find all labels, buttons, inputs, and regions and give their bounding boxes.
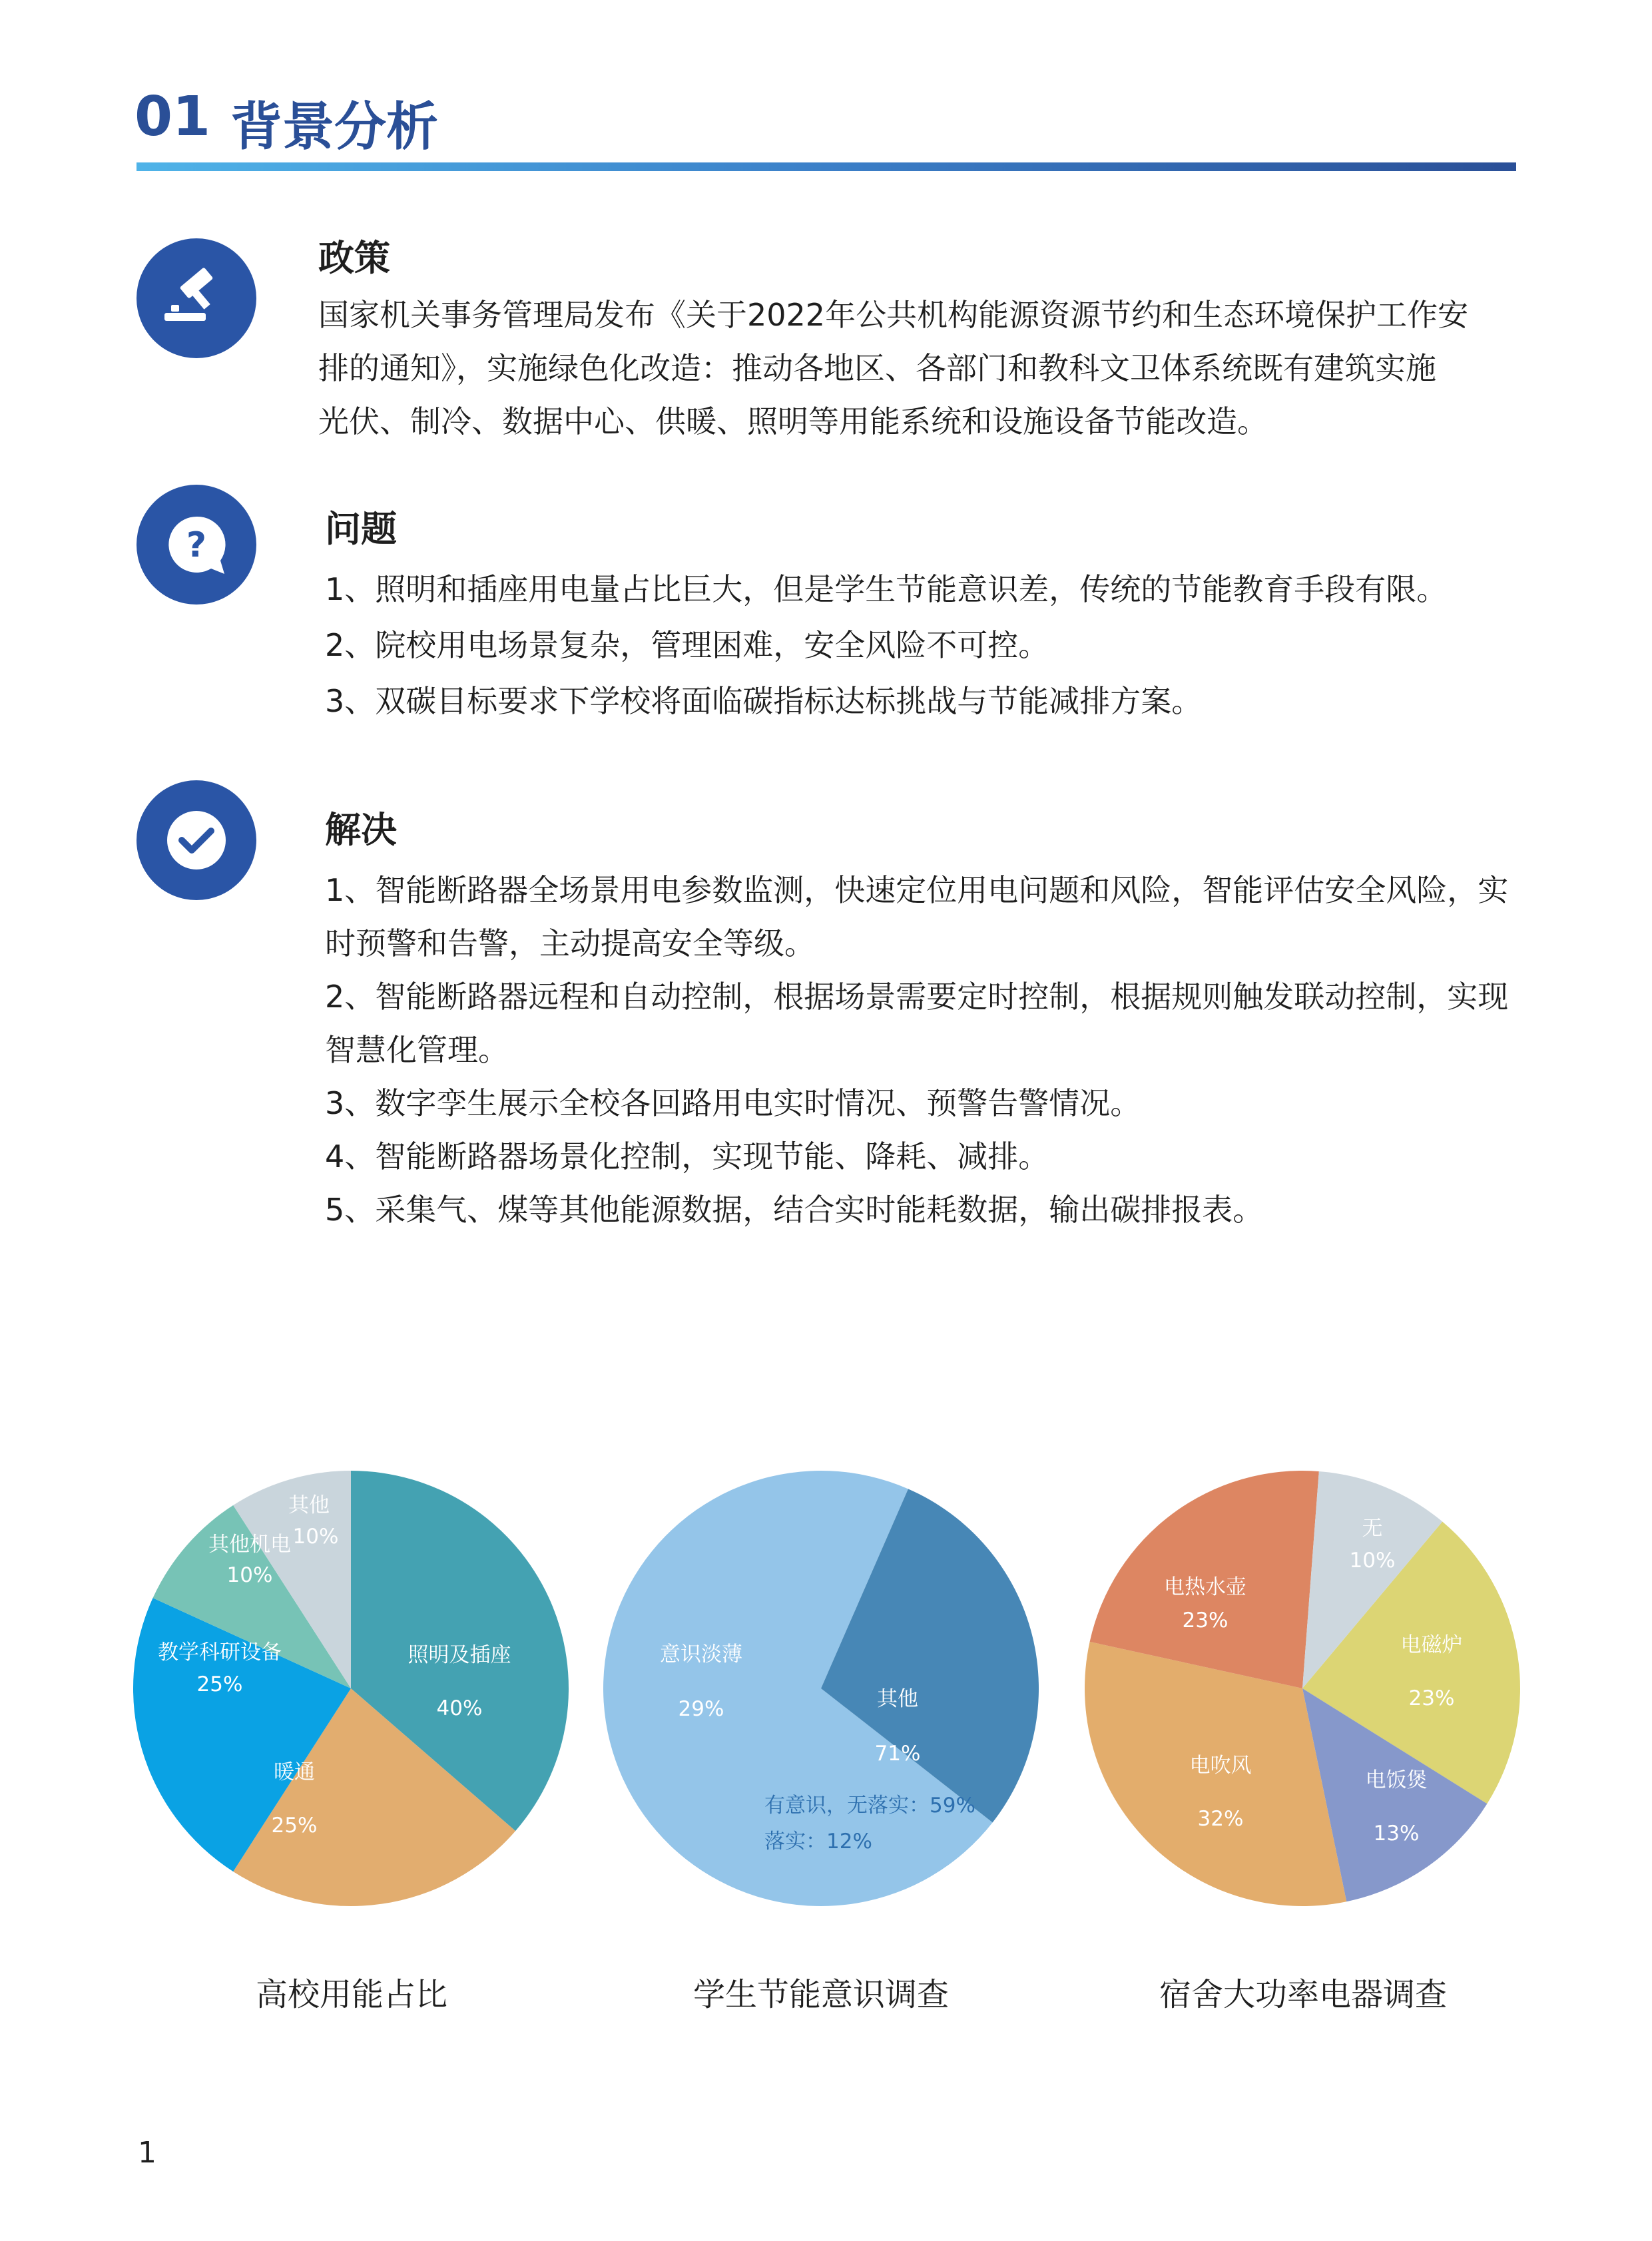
pie-slice-percent: 32% xyxy=(1197,1807,1244,1831)
pie-slice-percent: 13% xyxy=(1373,1822,1420,1846)
solution-line: 5、采集气、煤等其他能源数据，结合实时能耗数据，输出碳排报表。 xyxy=(325,1192,1264,1228)
problem-line: 2、院校用电场景复杂，管理困难，安全风险不可控。 xyxy=(325,627,1049,663)
solution-line: 时预警和告警，主动提高安全等级。 xyxy=(325,925,815,961)
pie-slice-label: 暖通 xyxy=(274,1760,315,1784)
pie-slice-percent: 71% xyxy=(874,1742,921,1766)
pie-slice-label: 电磁炉 xyxy=(1400,1633,1463,1657)
pie-slice-percent: 23% xyxy=(1182,1609,1229,1632)
pie-slice-label: 无 xyxy=(1362,1517,1383,1541)
pie-slice-label: 意识淡薄 xyxy=(660,1642,742,1666)
solution-line: 2、智能断路器远程和自动控制，根据场景需要定时控制，根据规则触发联动控制，实现 xyxy=(325,979,1509,1015)
pie-slice-percent: 40% xyxy=(436,1696,483,1720)
pie-annotation: 有意识，无落实：59% xyxy=(764,1794,975,1818)
pie-slice-label: 电吹风 xyxy=(1189,1754,1252,1778)
solution-line: 4、智能断路器场景化控制，实现节能、降耗、减排。 xyxy=(325,1138,1049,1174)
pie-slice-percent: 10% xyxy=(1349,1549,1396,1573)
section-number: 01 xyxy=(135,85,211,148)
pie-slice-label: 其他 xyxy=(288,1493,330,1517)
solution-line: 1、智能断路器全场景用电参数监测，快速定位用电问题和风险，智能评估安全风险，实 xyxy=(325,872,1509,908)
pie-slice-label: 其他机电 xyxy=(208,1533,291,1557)
pie-chart-2 xyxy=(603,1471,1039,1906)
page-title: 背景分析 xyxy=(230,97,439,157)
pie-slice-percent: 23% xyxy=(1408,1686,1455,1710)
chart-caption-appliances: 宿舍大功率电器调查 xyxy=(1159,1976,1448,2013)
pie-slice-percent: 10% xyxy=(292,1525,339,1549)
page-number: 1 xyxy=(138,2136,156,2170)
pie-slice-percent: 29% xyxy=(678,1697,724,1721)
pie-slice-percent: 25% xyxy=(196,1672,243,1696)
pie-chart-3 xyxy=(1085,1471,1520,1906)
pie-slice-label: 照明及插座 xyxy=(408,1643,511,1667)
pie-slice-label: 其他 xyxy=(877,1687,918,1711)
policy-title: 政策 xyxy=(318,237,390,279)
pie-chart-1 xyxy=(133,1471,569,1906)
chart-caption-energy: 高校用能占比 xyxy=(255,1976,448,2013)
problem-line: 1、照明和插座用电量占比巨大，但是学生节能意识差，传统的节能教育手段有限。 xyxy=(325,571,1448,607)
policy-line: 国家机关事务管理局发布《关于2022年公共机构能源资源节约和生态环境保护工作安 xyxy=(318,297,1469,333)
pie-slice-percent: 25% xyxy=(271,1814,318,1838)
pie-annotation: 落实：12% xyxy=(764,1830,872,1854)
solution-line: 3、数字孪生展示全校各回路用电实时情况、预警告警情况。 xyxy=(325,1085,1141,1121)
svg-text:?: ? xyxy=(186,525,207,565)
policy-line: 排的通知》，实施绿色化改造：推动各地区、各部门和教科文卫体系统既有建筑实施 xyxy=(318,350,1436,386)
pie-slice-label: 教学科研设备 xyxy=(158,1640,282,1664)
problem-title: 问题 xyxy=(325,508,397,550)
policy-line: 光伏、制冷、数据中心、供暖、照明等用能系统和设施设备节能改造。 xyxy=(318,403,1268,439)
chart-caption-awareness: 学生节能意识调查 xyxy=(692,1976,950,2013)
pie-slice-label: 电热水壶 xyxy=(1164,1575,1246,1599)
solution-title: 解决 xyxy=(325,809,397,851)
solution-line: 智慧化管理。 xyxy=(325,1032,509,1068)
pie-slice-percent: 10% xyxy=(226,1563,273,1587)
problem-line: 3、双碳目标要求下学校将面临碳指标达标挑战与节能减排方案。 xyxy=(325,683,1203,719)
pie-slice-label: 电饭煲 xyxy=(1365,1768,1428,1792)
